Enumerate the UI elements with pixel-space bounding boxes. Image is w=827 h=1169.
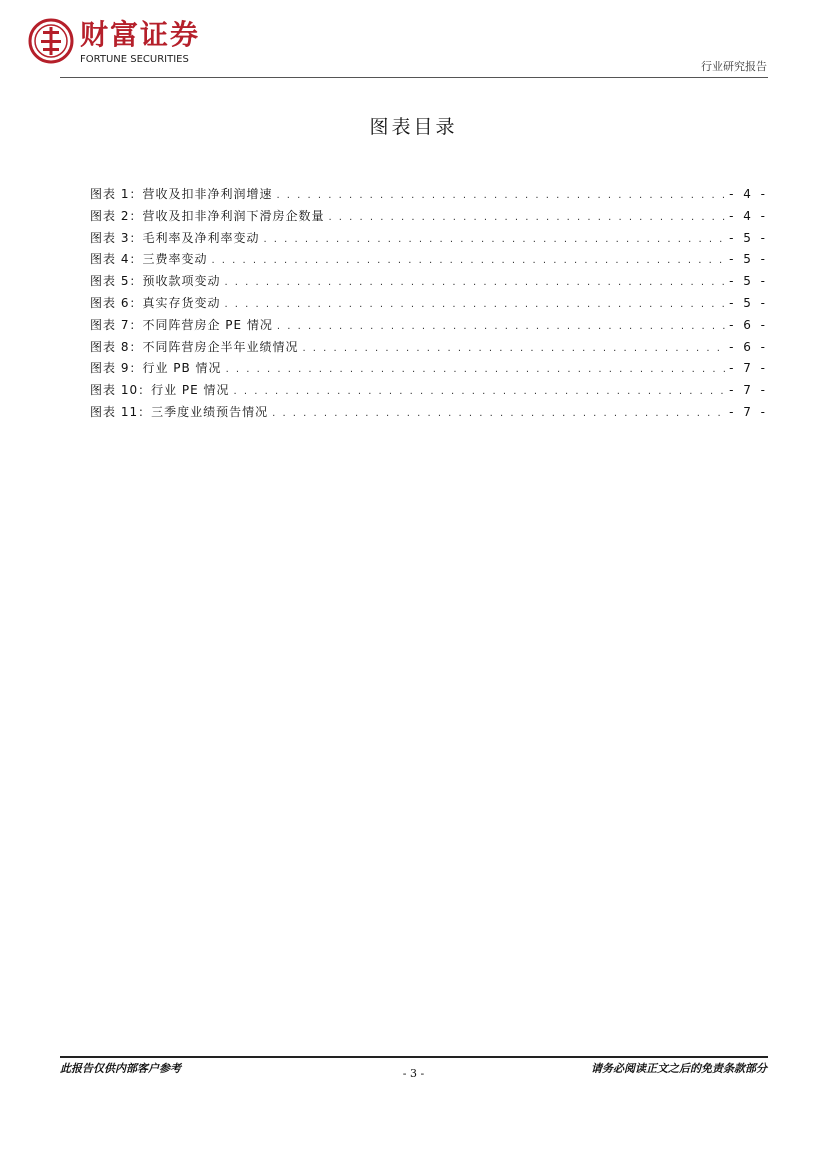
brand-name-en: FORTUNE SECURITIES bbox=[80, 54, 189, 65]
toc-entry-label: 图表 6：真实存货变动 bbox=[90, 295, 221, 310]
toc-entry[interactable] bbox=[90, 185, 768, 207]
toc-leader-dots bbox=[226, 364, 726, 375]
toc-leader-dots bbox=[302, 343, 725, 354]
toc-entry-page: - 7 - bbox=[729, 404, 768, 419]
toc-list bbox=[90, 185, 768, 425]
toc-entry-label: 图表 4：三费率变动 bbox=[90, 252, 208, 267]
toc-entry-label: 图表 5：预收款项变动 bbox=[90, 274, 221, 289]
toc-entry-label: 图表 11：三季度业绩预告情况 bbox=[90, 404, 269, 419]
brand-name-cn: 财富证券 bbox=[80, 18, 201, 51]
toc-entry[interactable] bbox=[90, 207, 768, 229]
toc-entry[interactable] bbox=[90, 338, 768, 360]
toc-leader-dots bbox=[234, 386, 726, 397]
toc-entry-label: 图表 7：不同阵营房企 PE 情况 bbox=[90, 317, 273, 332]
toc-entry-label: 图表 10：行业 PE 情况 bbox=[90, 383, 230, 398]
toc-leader-dots bbox=[224, 299, 725, 310]
toc-entry[interactable] bbox=[90, 250, 768, 272]
toc-entry-page: - 7 - bbox=[729, 361, 768, 376]
toc-leader-dots bbox=[276, 190, 725, 201]
footer-disclaimer-note: 请务必阅读正文之后的免责条款部分 bbox=[591, 1062, 767, 1075]
toc-entry-page: - 4 - bbox=[729, 208, 768, 223]
toc-leader-dots bbox=[328, 212, 725, 223]
toc-entry-page: - 5 - bbox=[729, 274, 768, 289]
toc-title: 图表目录 bbox=[369, 116, 458, 138]
header-divider bbox=[60, 77, 768, 78]
toc-leader-dots bbox=[211, 255, 725, 266]
report-type-label: 行业研究报告 bbox=[701, 60, 767, 73]
toc-entry-label: 图表 8：不同阵营房企半年业绩情况 bbox=[90, 339, 299, 354]
toc-leader-dots bbox=[272, 408, 725, 419]
toc-entry-page: - 7 - bbox=[729, 383, 768, 398]
fortune-securities-logo-icon bbox=[28, 18, 74, 64]
toc-entry-page: - 5 - bbox=[729, 252, 768, 267]
footer-internal-use-note: 此报告仅供内部客户参考 bbox=[60, 1062, 181, 1075]
toc-entry[interactable] bbox=[90, 294, 768, 316]
toc-entry-label: 图表 3：毛利率及净利率变动 bbox=[90, 230, 260, 245]
toc-leader-dots bbox=[277, 321, 725, 332]
footer-divider bbox=[60, 1056, 768, 1058]
toc-entry-page: - 5 - bbox=[729, 230, 768, 245]
toc-entry[interactable] bbox=[90, 229, 768, 251]
toc-entry[interactable] bbox=[90, 403, 768, 425]
toc-entry[interactable] bbox=[90, 381, 768, 403]
toc-entry-page: - 6 - bbox=[729, 317, 768, 332]
page-number: - 3 - bbox=[402, 1067, 425, 1080]
page-header bbox=[0, 0, 827, 80]
toc-entry-label: 图表 1：营收及扣非净利润增速 bbox=[90, 187, 273, 201]
toc-entry[interactable] bbox=[90, 272, 768, 294]
toc-entry-page: - 5 - bbox=[729, 295, 768, 310]
toc-leader-dots bbox=[224, 277, 725, 288]
toc-entry[interactable] bbox=[90, 359, 768, 381]
toc-entry-page: - 4 - bbox=[729, 187, 768, 201]
toc-leader-dots bbox=[263, 234, 725, 245]
toc-entry-label: 图表 2：营收及扣非净利润下滑房企数量 bbox=[90, 208, 325, 223]
toc-entry[interactable] bbox=[90, 316, 768, 338]
toc-entry-label: 图表 9：行业 PB 情况 bbox=[90, 361, 222, 376]
toc-entry-page: - 6 - bbox=[729, 339, 768, 354]
